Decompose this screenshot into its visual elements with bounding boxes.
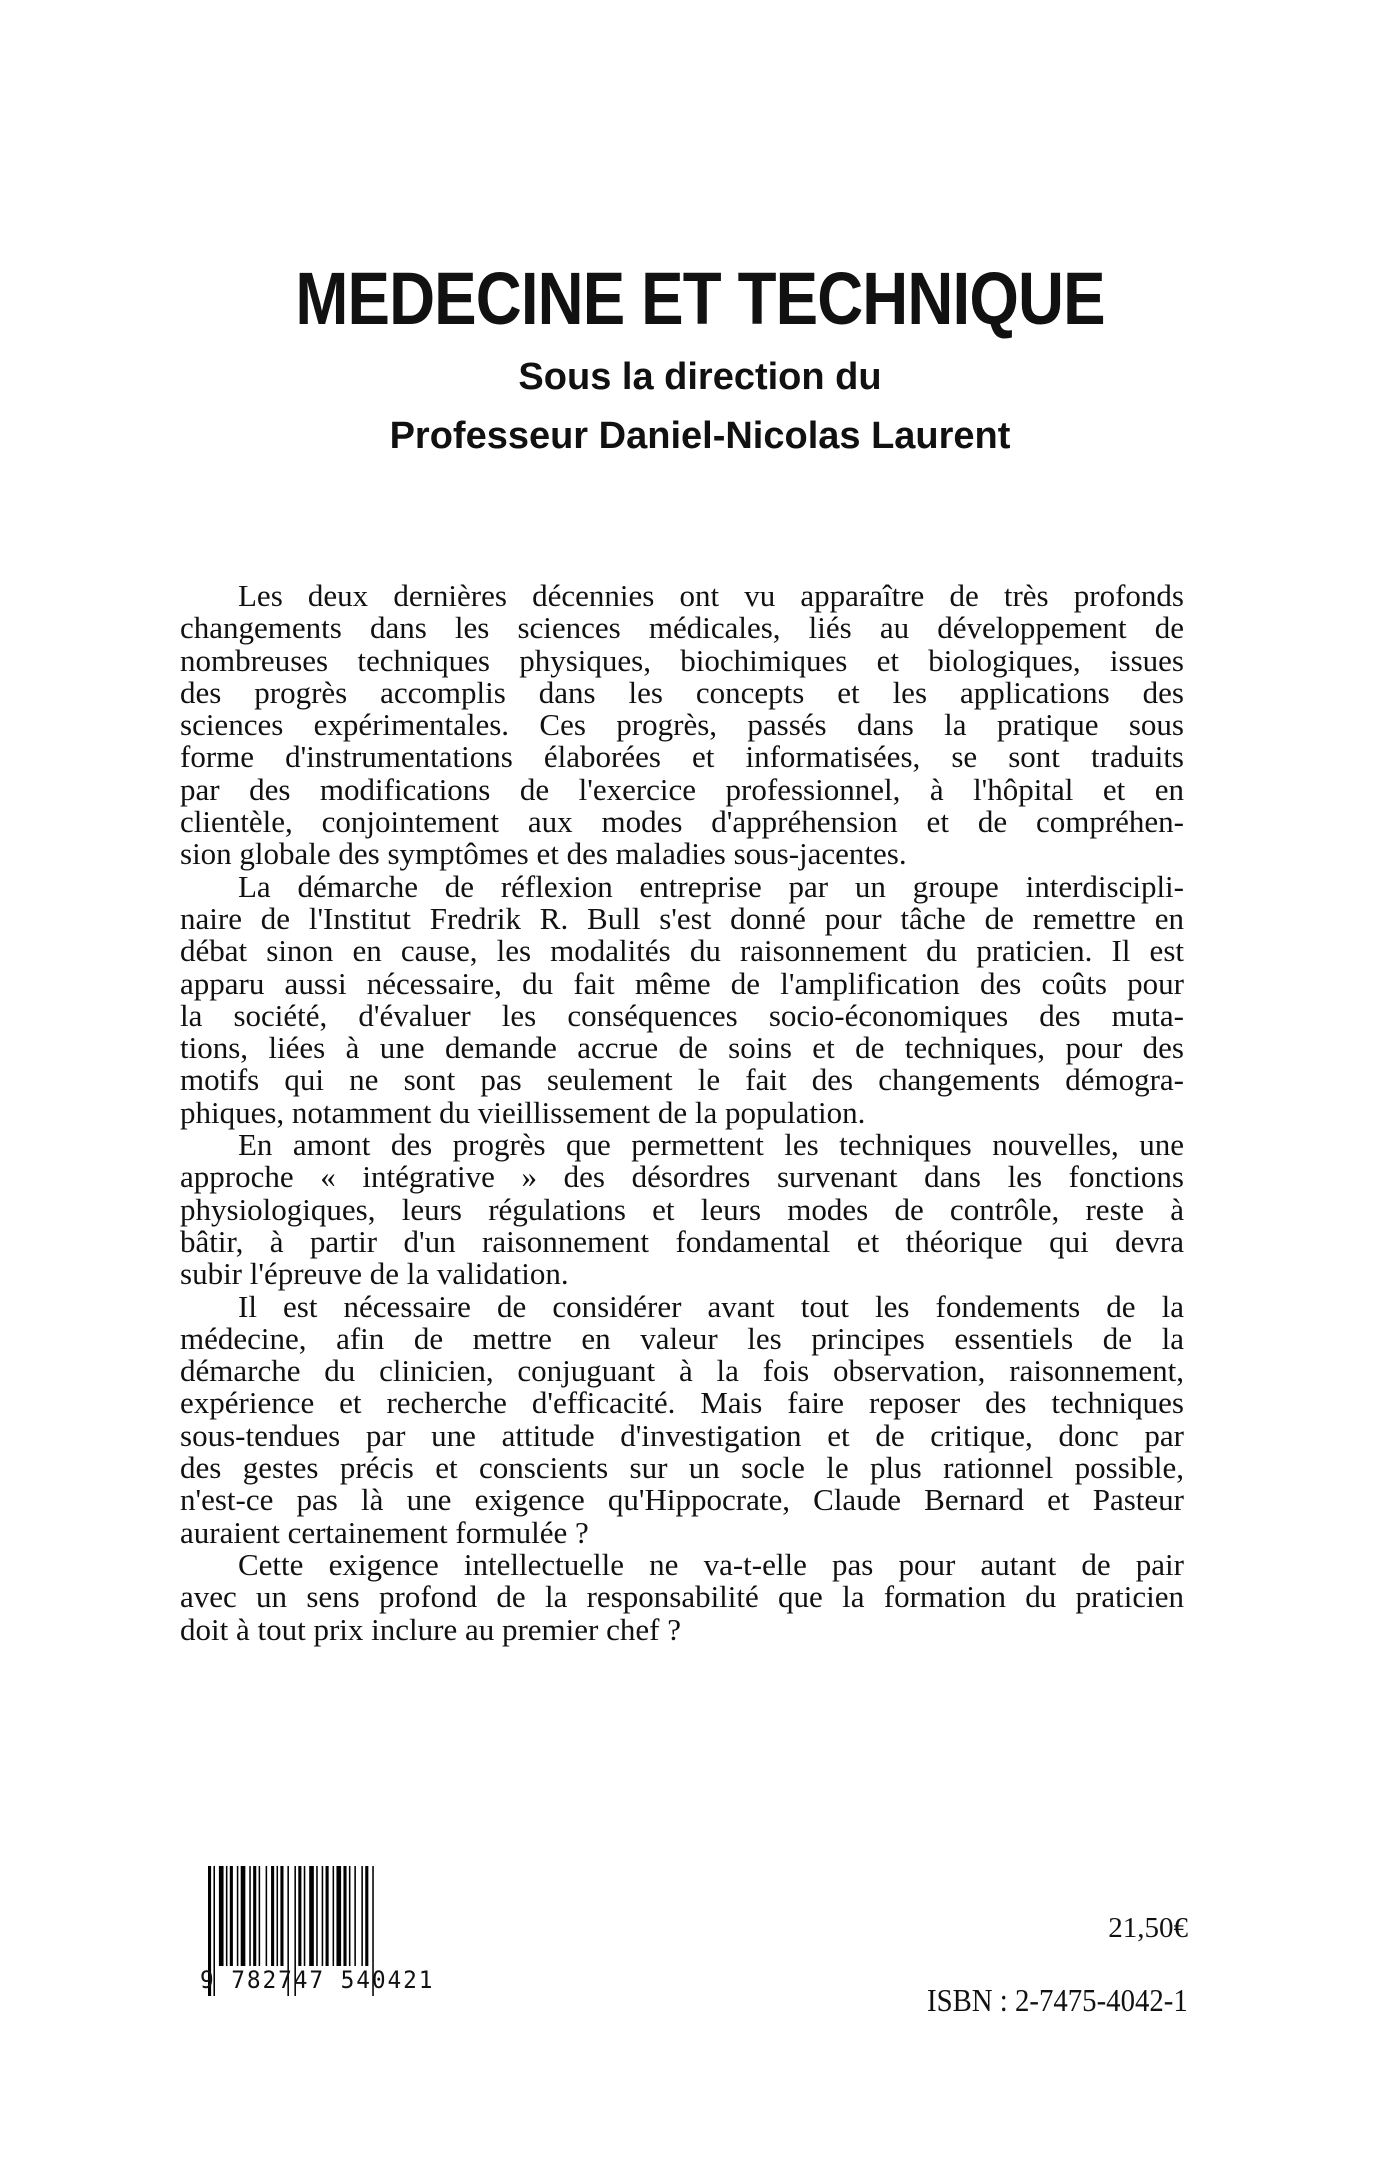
text-line: n'est-ce pas là une exigence qu'Hippocrate, Claude Bernard et Pasteur bbox=[180, 1482, 1184, 1518]
barcode-bar bbox=[336, 1866, 341, 1966]
barcode-bar bbox=[280, 1866, 283, 1966]
barcode-bar bbox=[219, 1866, 224, 1966]
blurb-text bbox=[180, 580, 1184, 1646]
text-line: des progrès accomplis dans les concepts et les applications des bbox=[180, 674, 1184, 710]
text-line: En amont des progrès que permettent les techniques nouvelles, une bbox=[238, 1127, 1184, 1163]
text-line: changements dans les sciences médicales, liés au développement de bbox=[180, 610, 1184, 646]
barcode-bar bbox=[298, 1866, 301, 1966]
barcode-bar bbox=[226, 1866, 228, 1966]
text-line: débat sinon en cause, les modalités du raisonnement du praticien. Il est bbox=[180, 933, 1184, 969]
barcode-bar bbox=[365, 1866, 368, 1966]
book-title: MEDECINE ET TECHNIQUE bbox=[295, 257, 1105, 340]
text-line: Cette exigence intellectuelle ne va-t-elle pas pour autant de pair bbox=[238, 1546, 1184, 1582]
barcode-bar bbox=[309, 1866, 314, 1966]
text-line: nombreuses techniques physiques, biochimiques et biologiques, issues bbox=[180, 642, 1184, 678]
text-line: sous-tendues par une attitude d'investigation et de critique, donc par bbox=[180, 1417, 1184, 1453]
barcode-bar bbox=[304, 1866, 306, 1966]
barcode-bar bbox=[343, 1866, 346, 1966]
text-line: tions, liées à une demande accrue de soins et de techniques, pour des bbox=[180, 1030, 1184, 1066]
barcode-bar bbox=[333, 1866, 335, 1966]
text-line: la société, d'évaluer les conséquences socio-économiques des muta- bbox=[180, 997, 1184, 1033]
paragraph bbox=[180, 580, 1184, 871]
text-line: auraient certainement formulée ? bbox=[180, 1514, 589, 1550]
text-line: expérience et recherche d'efficacité. Mais faire reposer des techniques bbox=[180, 1385, 1184, 1421]
barcode-bar bbox=[266, 1866, 268, 1966]
text-line: démarche du clinicien, conjuguant à la fois observation, raisonnement, bbox=[180, 1353, 1184, 1389]
subtitle-editor: Professeur Daniel-Nicolas Laurent bbox=[389, 415, 1011, 457]
barcode-bar bbox=[253, 1866, 256, 1966]
text-line: Les deux dernières décennies ont vu apparaître de très profonds bbox=[238, 578, 1184, 613]
barcode-bar bbox=[322, 1866, 324, 1966]
barcode-bar bbox=[259, 1866, 261, 1966]
barcode-digits: 9 782747 540421 bbox=[200, 1966, 435, 1994]
isbn: ISBN : 2-7475-4042-1 bbox=[927, 1982, 1188, 2018]
text-line: doit à tout prix inclure au premier chef ? bbox=[180, 1611, 681, 1647]
text-line: clientèle, conjointement aux modes d'appréhension et de compréhen- bbox=[180, 804, 1184, 840]
text-line: des gestes précis et conscients sur un socle le plus rationnel possible, bbox=[180, 1450, 1184, 1486]
text-line: bâtir, à partir d'un raisonnement fondamental et théorique qui devra bbox=[180, 1223, 1184, 1259]
paragraph bbox=[180, 1129, 1184, 1290]
barcode-bar bbox=[277, 1866, 279, 1966]
text-line: La démarche de réflexion entreprise par un groupe interdiscipli- bbox=[238, 868, 1184, 904]
text-line: avec un sens profond de la responsabilité que la formation du praticien bbox=[180, 1579, 1184, 1615]
barcode-bar bbox=[271, 1866, 274, 1966]
text-line: Il est nécessaire de considérer avant tout les fondements de la bbox=[238, 1288, 1184, 1324]
text-line: naire de l'Institut Fredrik R. Bull s'est donné pour tâche de remettre en bbox=[180, 900, 1184, 936]
barcode-bar bbox=[230, 1866, 233, 1966]
barcode-bar bbox=[326, 1866, 329, 1966]
barcode-bar bbox=[241, 1866, 246, 1966]
text-line: apparu aussi nécessaire, du fait même de l'amplification des coûts pour bbox=[180, 965, 1184, 1001]
text-line: par des modifications de l'exercice professionnel, à l'hôpital et en bbox=[180, 771, 1184, 807]
barcode-bar bbox=[361, 1866, 363, 1966]
barcode-bar bbox=[237, 1866, 239, 1966]
subtitle-direction: Sous la direction du bbox=[518, 356, 882, 398]
text-line: approche « intégrative » des désordres survenant dans les fonctions bbox=[180, 1159, 1184, 1195]
paragraph bbox=[180, 1288, 1184, 1550]
text-line: phiques, notamment du vieillissement de la population. bbox=[180, 1094, 866, 1130]
text-line: subir l'épreuve de la validation. bbox=[180, 1256, 569, 1292]
price: 21,50€ bbox=[1108, 1912, 1188, 1944]
text-line: sciences expérimentales. Ces progrès, passés dans la pratique sous bbox=[180, 707, 1184, 743]
paragraph bbox=[180, 1546, 1184, 1647]
text-line: forme d'instrumentations élaborées et informatisées, se sont traduits bbox=[180, 739, 1184, 775]
text-line: motifs qui ne sont pas seulement le fait des changements démogra- bbox=[180, 1062, 1184, 1098]
paragraph bbox=[180, 868, 1184, 1130]
text-line: médecine, afin de mettre en valeur les principes essentiels de la bbox=[180, 1320, 1184, 1356]
barcode-bar bbox=[249, 1866, 251, 1966]
barcode-bar bbox=[354, 1866, 356, 1966]
barcode-bar bbox=[316, 1866, 318, 1966]
barcode-bar bbox=[349, 1866, 351, 1966]
text-line: physiologiques, leurs régulations et leurs modes de contrôle, reste à bbox=[180, 1191, 1184, 1227]
text-line: sion globale des symptômes et des maladies sous-jacentes. bbox=[180, 836, 907, 872]
